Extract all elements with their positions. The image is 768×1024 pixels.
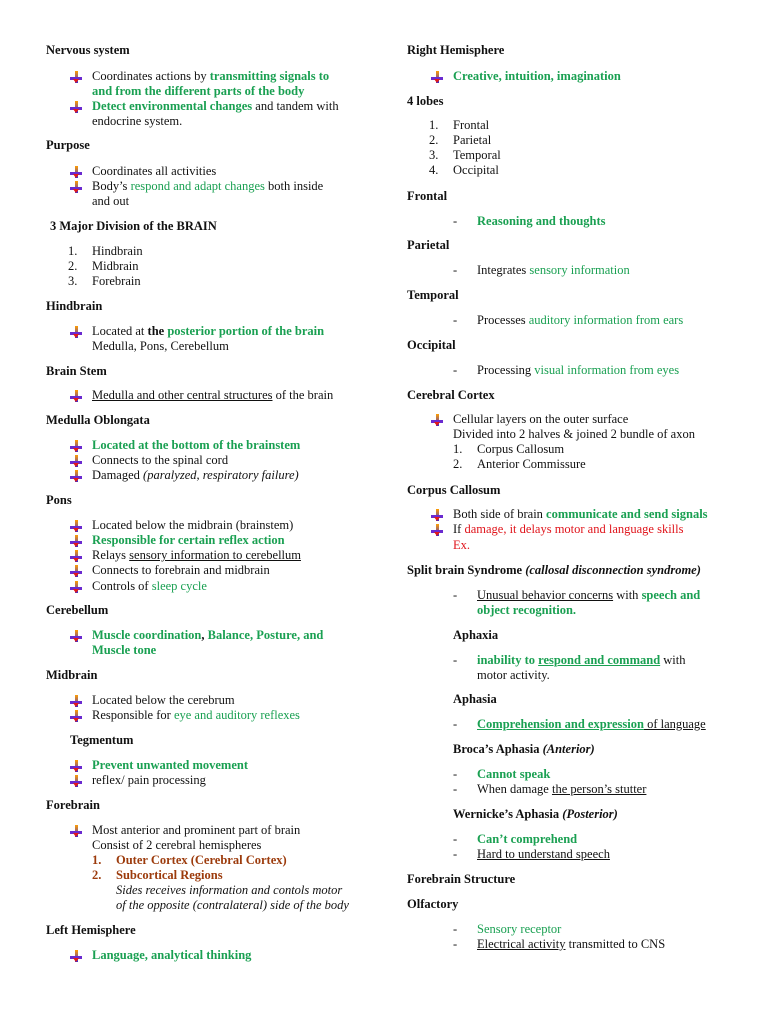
dash-item: - inability to respond and command with (453, 653, 686, 667)
arrow-down-bullet-icon (70, 565, 82, 577)
list-item: Both side of brain communicate and send signals (453, 507, 708, 522)
arrow-down-bullet-icon (70, 326, 82, 338)
dash-item: - Unusual behavior concerns with speech and (453, 588, 701, 602)
dash-item: - Processes auditory information from ears (453, 313, 684, 327)
arrow-down-bullet-icon (70, 950, 82, 962)
heading-temporal: Temporal (407, 288, 459, 302)
list-item: Cellular layers on the outer surface (453, 412, 628, 427)
heading-nervous-system: Nervous system (46, 43, 130, 57)
list-item-continuation: Medulla, Pons, Cerebellum (92, 339, 229, 353)
arrow-down-bullet-icon (70, 535, 82, 547)
numbered-item: 2. Midbrain (68, 259, 139, 273)
arrow-down-bullet-icon (70, 166, 82, 178)
list-item-continuation: and out (92, 194, 130, 208)
arrow-down-bullet-icon (70, 581, 82, 593)
arrow-down-bullet-icon (70, 101, 82, 113)
heading-left-hemisphere: Left Hemisphere (46, 923, 136, 937)
heading-aphaxia: Aphaxia (453, 628, 499, 642)
heading-aphasia: Aphasia (453, 692, 497, 706)
list-item: Body’s respond and adapt changes both inside (92, 179, 323, 194)
arrow-down-bullet-icon (431, 509, 443, 521)
list-item: Language, analytical thinking (92, 948, 251, 963)
list-item: Responsible for eye and auditory reflexes (92, 708, 300, 723)
list-item: Medulla and other central structures of the brain (92, 388, 333, 403)
heading-major-division: 3 Major Division of the BRAIN (50, 219, 217, 233)
list-item-continuation: Divided into 2 halves & joined 2 bundle of axon (453, 427, 695, 441)
heading-pons: Pons (46, 493, 72, 507)
heading-olfactory: Olfactory (407, 897, 459, 911)
arrow-down-bullet-icon (70, 455, 82, 467)
arrow-down-bullet-icon (431, 71, 443, 83)
note-text: of the opposite (contralateral) side of the body (116, 898, 349, 912)
heading-forebrain: Forebrain (46, 798, 100, 812)
example-label: Ex. (453, 538, 471, 552)
heading-purpose: Purpose (46, 138, 90, 152)
arrow-down-bullet-icon (70, 390, 82, 402)
heading-4-lobes: 4 lobes (407, 94, 444, 108)
arrow-down-bullet-icon (70, 775, 82, 787)
dash-item: - Reasoning and thoughts (453, 214, 606, 228)
list-item: Detect environmental changes and tandem with (92, 99, 339, 114)
arrow-down-bullet-icon (70, 520, 82, 532)
list-item: Relays sensory information to cerebellum (92, 548, 301, 563)
arrow-down-bullet-icon (70, 630, 82, 642)
numbered-item: 2. Subcortical Regions (92, 868, 223, 882)
numbered-item: 1. Hindbrain (68, 244, 143, 258)
numbered-item: 1. Corpus Callosum (453, 442, 565, 456)
arrow-down-bullet-icon (431, 414, 443, 426)
list-item: Muscle coordination, Balance, Posture, and (92, 628, 323, 643)
list-item: Connects to forebrain and midbrain (92, 563, 270, 578)
arrow-down-bullet-icon (70, 760, 82, 772)
numbered-item: 2. Anterior Commissure (453, 457, 586, 471)
dash-item-continuation: object recognition. (477, 603, 577, 617)
heading-corpus-callosum: Corpus Callosum (407, 483, 501, 497)
numbered-item: 1. Frontal (429, 118, 490, 132)
heading-broca: Broca’s Aphasia (Anterior) (453, 742, 595, 756)
heading-brain-stem: Brain Stem (46, 364, 107, 378)
numbered-item: 3. Temporal (429, 148, 501, 162)
numbered-item: 2. Parietal (429, 133, 492, 147)
list-item: Located below the cerebrum (92, 693, 235, 708)
dash-item: - Sensory receptor (453, 922, 562, 936)
list-item: Coordinates actions by transmitting signals to (92, 69, 329, 84)
list-item: Most anterior and prominent part of brain (92, 823, 300, 838)
list-item: Controls of sleep cycle (92, 579, 207, 594)
list-item: Creative, intuition, imagination (453, 69, 621, 84)
dash-item: - Comprehension and expression of language (453, 717, 706, 731)
dash-item-continuation: motor activity. (477, 668, 550, 682)
list-item: Prevent unwanted movement (92, 758, 248, 773)
list-item: Coordinates all activities (92, 164, 216, 179)
heading-medulla-oblongata: Medulla Oblongata (46, 413, 150, 427)
heading-split-brain: Split brain Syndrome (callosal disconnection syndrome) (407, 563, 701, 577)
heading-occipital: Occipital (407, 338, 456, 352)
dash-item: - When damage the person’s stutter (453, 782, 647, 796)
list-item-continuation: Muscle tone (92, 643, 157, 657)
dash-item: - Can’t comprehend (453, 832, 578, 846)
arrow-down-bullet-icon (70, 470, 82, 482)
list-item: Connects to the spinal cord (92, 453, 228, 468)
heading-cerebral-cortex: Cerebral Cortex (407, 388, 495, 402)
list-item-continuation: Consist of 2 cerebral hemispheres (92, 838, 262, 852)
list-item: If damage, it delays motor and language skills (453, 522, 684, 537)
note-text: Sides receives information and contols motor (116, 883, 343, 897)
heading-frontal: Frontal (407, 189, 448, 203)
heading-hindbrain: Hindbrain (46, 299, 103, 313)
heading-right-hemisphere: Right Hemisphere (407, 43, 505, 57)
heading-tegmentum: Tegmentum (70, 733, 134, 747)
list-item-continuation: and from the different parts of the body (92, 84, 305, 98)
arrow-down-bullet-icon (70, 440, 82, 452)
list-item: Responsible for certain reflex action (92, 533, 285, 548)
dash-item: - Integrates sensory information (453, 263, 630, 277)
list-item: Located below the midbrain (brainstem) (92, 518, 293, 533)
heading-forebrain-structure: Forebrain Structure (407, 872, 516, 886)
list-item: reflex/ pain processing (92, 773, 206, 788)
arrow-down-bullet-icon (70, 695, 82, 707)
numbered-item: 3. Forebrain (68, 274, 141, 288)
numbered-item: 4. Occipital (429, 163, 499, 177)
heading-parietal: Parietal (407, 238, 450, 252)
arrow-down-bullet-icon (70, 181, 82, 193)
dash-item: - Cannot speak (453, 767, 551, 781)
arrow-down-bullet-icon (70, 550, 82, 562)
heading-cerebellum: Cerebellum (46, 603, 109, 617)
list-item-continuation: endocrine system. (92, 114, 183, 128)
list-item: Located at the posterior portion of the brain (92, 324, 324, 339)
arrow-down-bullet-icon (431, 524, 443, 536)
arrow-down-bullet-icon (70, 710, 82, 722)
arrow-down-bullet-icon (70, 71, 82, 83)
dash-item: - Electrical activity transmitted to CNS (453, 937, 666, 951)
dash-item: - Hard to understand speech (453, 847, 610, 861)
heading-wernicke: Wernicke’s Aphasia (Posterior) (453, 807, 618, 821)
heading-midbrain: Midbrain (46, 668, 98, 682)
dash-item: - Processing visual information from eyes (453, 363, 680, 377)
numbered-item: 1. Outer Cortex (Cerebral Cortex) (92, 853, 287, 867)
list-item: Damaged (paralyzed, respiratory failure) (92, 468, 299, 483)
arrow-down-bullet-icon (70, 825, 82, 837)
list-item: Located at the bottom of the brainstem (92, 438, 300, 453)
